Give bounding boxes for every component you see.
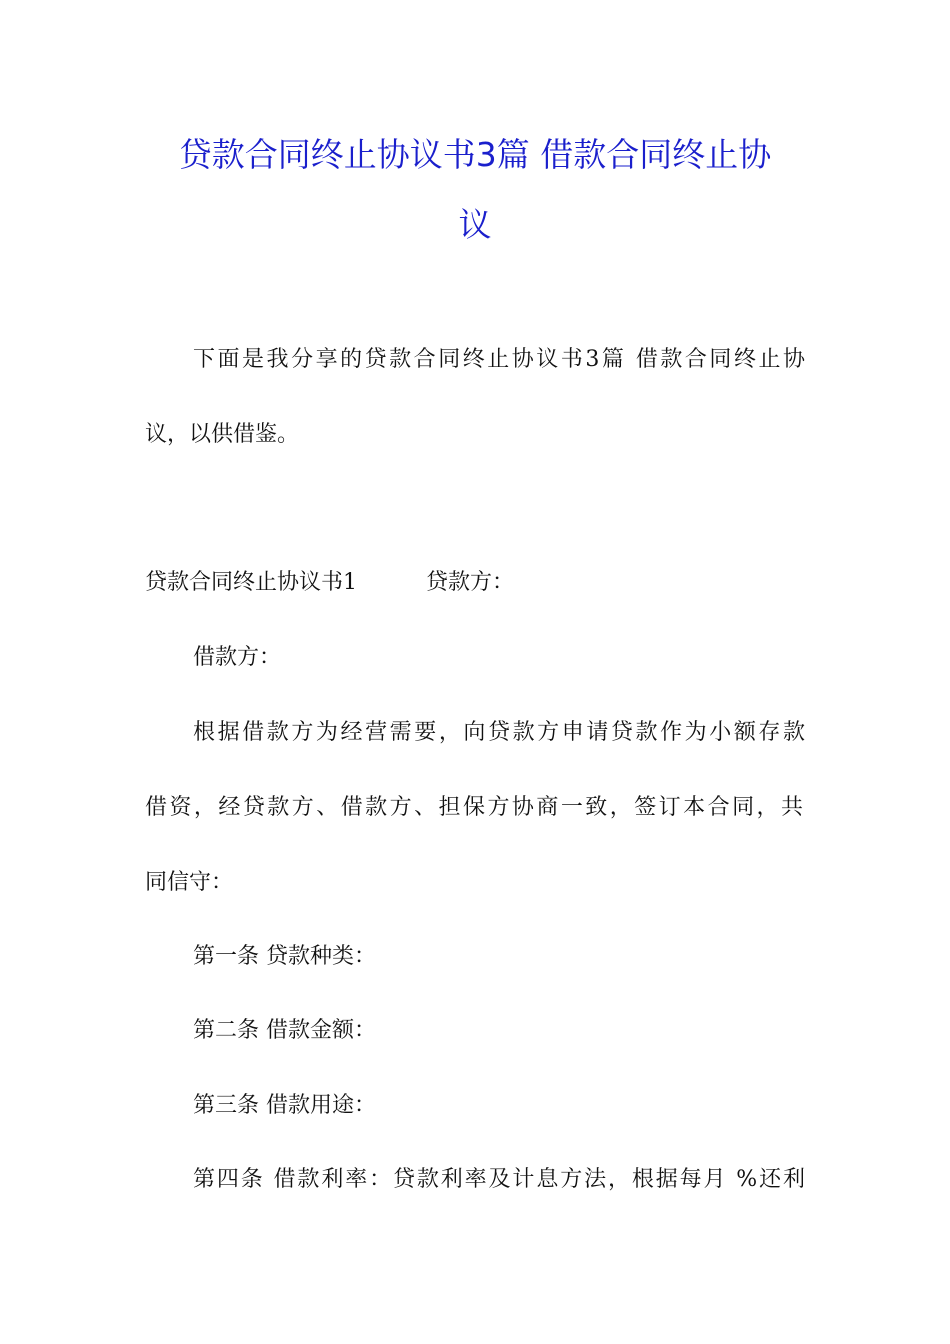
paragraph-1-line-2: 借资，经贷款方、借款方、担保方协商一致，签订本合同，共 <box>145 795 803 820</box>
section-heading-1: 贷款合同终止协议书1 <box>145 570 357 595</box>
paragraph-1-line-1: 根据借款方为经营需要，向贷款方申请贷款作为小额存款 <box>193 720 805 745</box>
lender-label: 贷款方： <box>426 570 515 595</box>
intro-line-2: 议，以供借鉴。 <box>145 422 300 447</box>
paragraph-1-line-3: 同信守： <box>145 870 234 895</box>
document-title-line-1: 贷款合同终止协议书3篇 借款合同终止协 <box>178 135 772 174</box>
borrower-label: 借款方： <box>193 645 282 670</box>
article-1: 第一条 贷款种类： <box>193 944 376 969</box>
article-2: 第二条 借款金额： <box>193 1018 376 1043</box>
document-title-line-2: 议 <box>458 205 492 244</box>
intro-line-1: 下面是我分享的贷款合同终止协议书3篇 借款合同终止协 <box>193 347 805 372</box>
article-4-line-1: 第四条 借款利率：贷款利率及计息方法，根据每月 %还利 <box>193 1167 805 1192</box>
article-3: 第三条 借款用途： <box>193 1093 376 1118</box>
